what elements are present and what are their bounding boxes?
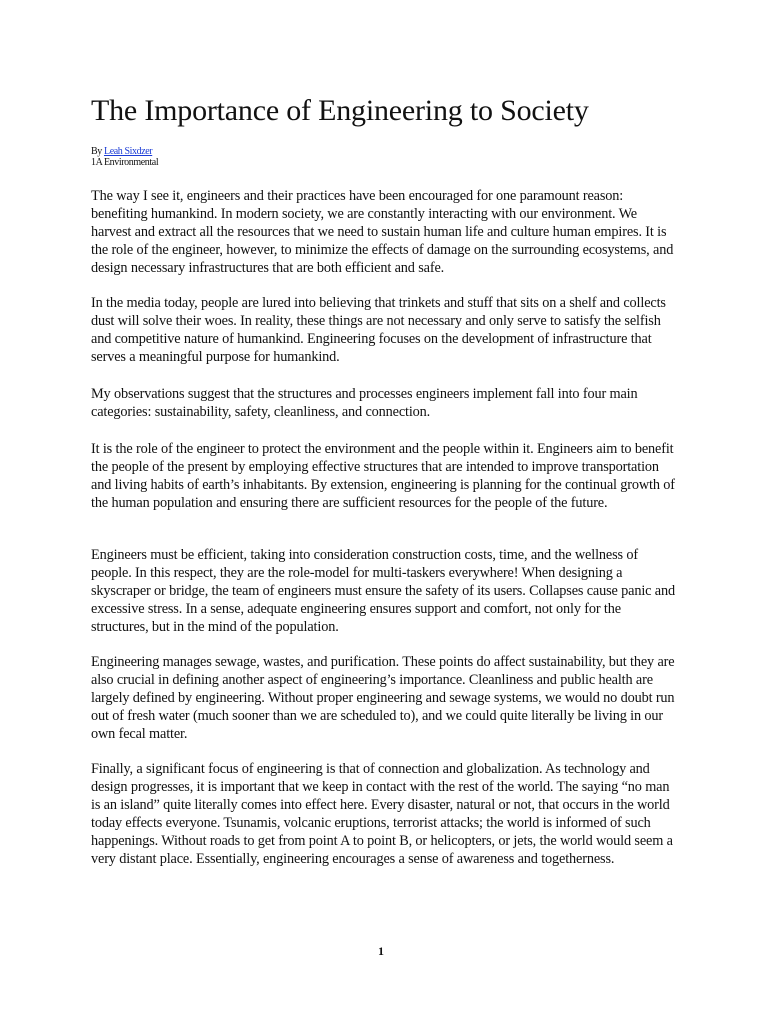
document-page	[91, 0, 680, 1024]
paragraph-intro: The way I see it, engineers and their practices have been encouraged for one paramount reason: benefiting humankind. In modern society, we are constantly interacting with our environment. We harvest and extract all the resources that we need to sustain human life and culture human empires. It is the role of the engineer, however, to minimize the effects of damage on the surrounding ecosystems, and design necessary infrastructures that are both efficient and safe.	[91, 188, 674, 276]
author-link[interactable]: Leah Sixdzer	[103, 146, 153, 157]
byline	[91, 146, 158, 168]
paragraph-media: In the media today, people are lured into believing that trinkets and stuff that sits on a shelf and collects dust will solve their woes. In reality, these things are not necessary and only serve to satisfy the selfish and competitive nature of humankind. Engineering focuses on the development of infrastructure that serves a meaningful purpose for humankind.	[91, 295, 666, 365]
paragraph-cleanliness: Engineering manages sewage, wastes, and purification. These points do affect sustainability, but they are also crucial in defining another aspect of engineering’s importance. Cleanliness and public health are largely defined by engineering. Without proper engineering and sewage systems, we would no doubt run out of fresh water (much sooner than we are scheduled to), and we could quite literally be living in our own fecal matter.	[91, 654, 675, 742]
paragraph-connection: Finally, a significant focus of engineering is that of connection and globalization. As technology and design progresses, it is important that we keep in contact with the rest of the world. The saying “no man is an island” quite literally comes into effect here. Every disaster, natural or not, that occurs in the world today effects everyone. Tsunamis, volcanic eruptions, terrorist attacks; the world is informed of such happenings. Without roads to get from point A to point B, or helicopters, or jets, the world would seem a very distant place. Essentially, engineering encourages a sense of awareness and togetherness.	[91, 761, 673, 867]
document-title: The Importance of Engineering to Society	[91, 94, 589, 127]
paragraph-sustainability: It is the role of the engineer to protect the environment and the people within it. Engineers aim to benefit the people of the present by employing effective structures that are intended to improve transportation and living habits of earth’s inhabitants. By extension, engineering is planning for the continual growth of the human population and ensuring there are sufficient resources for the people of the future.	[91, 441, 675, 511]
byline-prefix: By	[91, 146, 104, 157]
page-number: 1	[378, 944, 384, 958]
department-label: 1A Environmental	[91, 157, 159, 168]
paragraph-safety: Engineers must be efficient, taking into consideration construction costs, time, and the wellness of people. In this respect, they are the role-model for multi-taskers everywhere! When designing a skyscraper or bridge, the team of engineers must ensure the safety of its users. Collapses cause panic and excessive stress. In a sense, adequate engineering ensures support and comfort, not only for the structures, but in the mind of the population.	[91, 547, 675, 635]
author-line	[91, 146, 158, 157]
paragraph-observations: My observations suggest that the structures and processes engineers implement fall into four main categories: sustainability, safety, cleanliness, and connection.	[91, 386, 638, 420]
